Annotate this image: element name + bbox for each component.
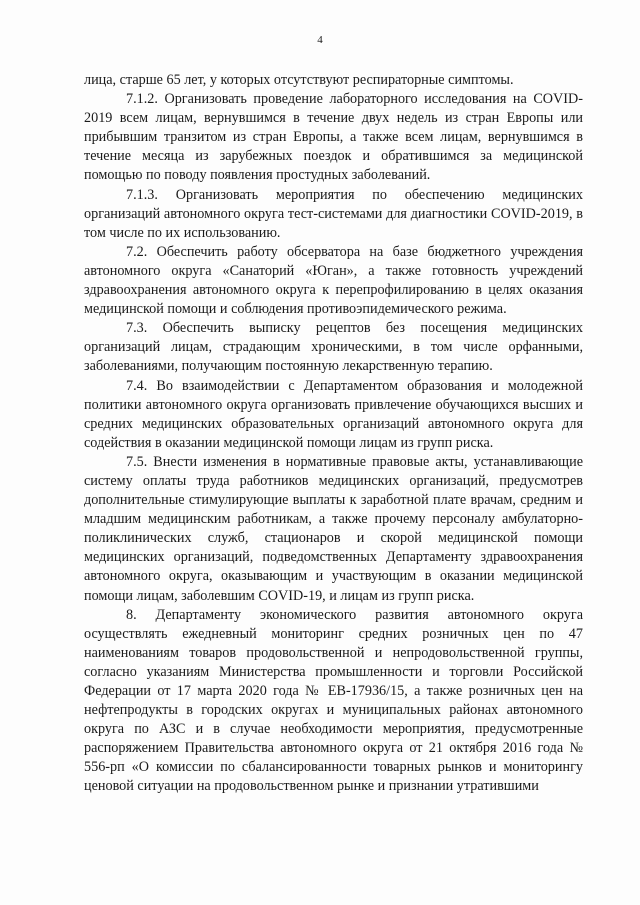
paragraph-p-7-2: 7.2. Обеспечить работу обсерватора на базе бюджетного учреждения автономного округа «Санаторий «Юган», а также готовность учреждений здравоохранения автономного округа к перепрофилированию в целях оказания медицинской помощи и соблюдения противоэпидемического режима.	[84, 243, 583, 318]
paragraph-continuation: лица, старше 65 лет, у которых отсутствуют респираторные симптомы.	[84, 72, 514, 88]
page-number: 4	[317, 34, 323, 46]
paragraph-p-7-5: 7.5. Внести изменения в нормативные правовые акты, устанавливающие систему оплаты труда работников медицинских организаций, предусмотрев дополнительные стимулирующие выплаты к заработной плате врачам, средним и младшим медицинским работникам, а также прочему персоналу амбулаторно-поликлинических служб, стационаров и скорой медицинской помощи медицинских организаций, подведомственных Департаменту здравоохранения автономного округа, оказывающим и участвующим в оказании медицинской помощи лицам, заболевшим COVID-19, и лицам из групп риска.	[84, 453, 583, 604]
paragraph-p-7-3: 7.3. Обеспечить выписку рецептов без посещения медицинских организаций лицам, страдающим хроническими, в том числе орфанными, заболеваниями, получающим постоянную лекарственную терапию.	[84, 320, 583, 375]
document-body	[84, 71, 583, 797]
paragraph-p-8: 8. Департаменту экономического развития автономного округа осуществлять ежедневный мониторинг средних розничных цен по 47 наименованиям товаров продовольственной и непродовольственной группы, согласно указаниям Министерства промышленности и торговли Российской Федерации от 17 марта 2020 года № ЕВ-17936/15, а также розничных цен на нефтепродукты в городских округах и муниципальных районах автономного округа по АЗС и в случае необходимости мероприятия, предусмотренные распоряжением Правительства автономного округа от 21 октября 2016 года № 556-рп «О комиссии по сбалансированности товарных рынков и мониторингу ценовой ситуации на продовольственном рынке и признании утратившими	[84, 606, 583, 795]
paragraph-p-7-4: 7.4. Во взаимодействии с Департаментом образования и молодежной политики автономного округа организовать привлечение обучающихся высших и средних медицинских образовательных организаций автономного округа для содействия в оказании медицинской помощи лицам из групп риска.	[84, 377, 583, 451]
paragraph-p-7-1-3: 7.1.3. Организовать мероприятия по обеспечению медицинских организаций автономного округа тест-системами для диагностики COVID-2019, в том числе по их использованию.	[84, 186, 583, 241]
paragraph-p-7-1-2: 7.1.2. Организовать проведение лабораторного исследования на COVID-2019 всем лицам, вернувшимся в течение двух недель из стран Европы или прибывшим транзитом из стран Европы, а также всем лицам, вернувшимся в течение месяца из зарубежных поездок и обратившимся за медицинской помощью по поводу появления простудных заболеваний.	[84, 91, 583, 184]
